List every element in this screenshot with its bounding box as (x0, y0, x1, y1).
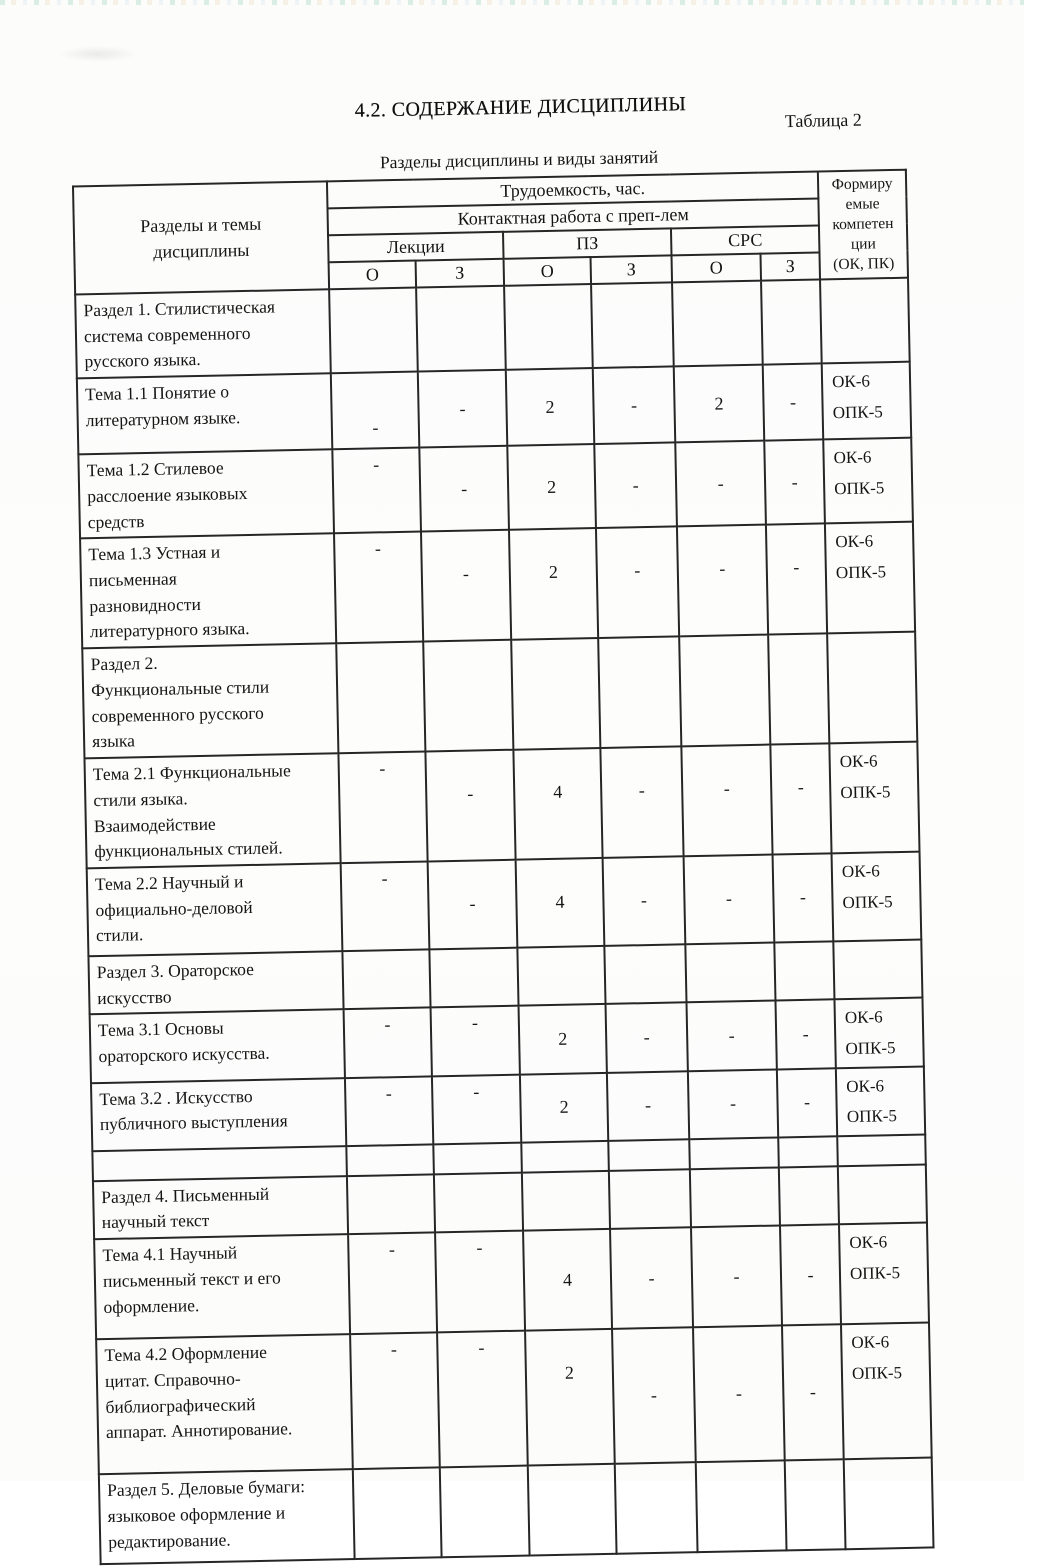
cell-lectures-o (347, 1174, 435, 1234)
row-title: Тема 4.1 Научный письменный текст и его оформление. (94, 1234, 350, 1339)
cell-srs-o: - (675, 441, 766, 527)
cell-srs-z (761, 279, 822, 364)
cell-srs-o: - (687, 1001, 777, 1071)
cell-lectures-z: - (421, 530, 511, 642)
table-label: Таблица 2 (784, 109, 863, 132)
cell-srs-z (785, 1459, 846, 1550)
cell-pz-z: - (612, 1327, 696, 1464)
header-workload: Трудоемкость, час. (327, 171, 818, 208)
section-row (82, 632, 917, 759)
cell-pz-z: - (606, 1003, 688, 1073)
cell-lectures-z (423, 640, 513, 752)
cell-srs-o: - (688, 1069, 778, 1139)
cell-pz-z: - (594, 443, 677, 529)
cell-lectures-o: - (334, 532, 423, 644)
cell-lectures-o: - (332, 448, 421, 534)
cell-pz-o: 2 (507, 444, 596, 530)
cell-pz-z: - (607, 1071, 689, 1141)
cell-lectures-z: - (425, 750, 515, 862)
cell-lectures-o: - (338, 752, 427, 864)
section-row (99, 1458, 934, 1565)
table-caption: Разделы дисциплины и виды занятий (379, 146, 659, 173)
header-pz: ПЗ (503, 228, 672, 258)
cell-srs-o (685, 942, 775, 1002)
row-title: Раздел 1. Стилистическая система современного русского языка. (75, 289, 331, 378)
cell-srs-z: - (775, 1000, 835, 1069)
topic-row (87, 852, 922, 957)
row-title: Тема 1.2 Стилевое расслоение языковых средств (78, 449, 334, 538)
cell-srs-o: - (691, 1226, 782, 1328)
cell-pz-o: 4 (523, 1229, 612, 1331)
header-sub-z-srs: З (760, 252, 820, 280)
page-title: 4.2. СОДЕРЖАНИЕ ДИСЦИПЛИНЫ (354, 93, 687, 122)
cell-competences: ОК-6 ОПК-5 (839, 1223, 929, 1325)
cell-srs-z (779, 1166, 839, 1226)
cell-lectures-z (440, 1466, 530, 1558)
cell-srs-o (689, 1137, 779, 1169)
cell-lectures-z: - (428, 860, 518, 950)
header-sections-col: Разделы и темы дисциплины (73, 181, 329, 294)
topic-row (94, 1223, 929, 1340)
cell-pz-z (608, 1139, 690, 1171)
cell-srs-o (696, 1461, 787, 1553)
row-title: Тема 1.1 Понятие о литературном языке. (77, 373, 332, 454)
cell-competences: ОК-6 ОПК-5 (829, 742, 919, 854)
cell-competences (833, 940, 922, 1000)
header-sub-z-pz: З (591, 255, 673, 284)
cell-competences (838, 1164, 927, 1224)
header-sub-o-lectures: О (329, 261, 417, 290)
row-title: Тема 3.2 . Искусство публичного выступления (91, 1078, 346, 1151)
cell-lectures-z (429, 948, 518, 1008)
cell-lectures-o: - (350, 1333, 440, 1470)
cell-pz-z (609, 1169, 691, 1229)
cell-pz-o: 2 (509, 528, 598, 640)
cell-competences (827, 632, 917, 744)
cell-lectures-z: - (418, 370, 508, 448)
cell-competences: ОК-6 ОПК-5 (825, 522, 915, 634)
cell-lectures-z: - (437, 1331, 528, 1468)
header-sub-o-srs: О (672, 254, 762, 283)
topic-row (96, 1323, 932, 1475)
cell-lectures-z: - (432, 1074, 521, 1144)
cell-lectures-o (346, 1144, 434, 1176)
row-title: Тема 1.3 Устная и письменная разновидности литературного языка. (80, 534, 336, 649)
cell-lectures-o (342, 949, 430, 1009)
cell-pz-o: 4 (516, 858, 605, 948)
cell-srs-z (774, 941, 834, 1001)
cell-pz-z (604, 944, 686, 1004)
cell-lectures-o (336, 642, 425, 754)
cell-lectures-z: - (431, 1006, 520, 1076)
cell-pz-o (528, 1464, 617, 1556)
cell-srs-o: - (693, 1326, 785, 1463)
header-lectures: Лекции (328, 232, 504, 263)
cell-pz-z (598, 637, 681, 748)
cell-pz-z: - (603, 856, 686, 946)
header-competences: Формиру емые компетен ции (ОК, ПК) (818, 170, 908, 280)
cell-lectures-o: - (331, 372, 420, 450)
row-title: Тема 2.1 Функциональные стили языка. Взаимодействие функциональных стилей. (84, 753, 340, 868)
cell-competences: ОК-6 ОПК-5 (835, 998, 924, 1068)
cell-pz-z (615, 1462, 698, 1554)
cell-lectures-o: - (341, 861, 430, 951)
cell-lectures-o: - (344, 1008, 432, 1078)
cell-competences: ОК-6 ОПК-5 (836, 1066, 925, 1136)
cell-srs-o: 2 (674, 365, 765, 443)
cell-srs-o: - (681, 745, 772, 857)
topic-row (84, 742, 919, 869)
cell-srs-o: - (684, 854, 775, 944)
cell-pz-o: 2 (520, 1072, 608, 1142)
header-sub-z-lectures: З (416, 259, 505, 288)
cell-pz-o (521, 1141, 609, 1173)
cell-pz-o: 2 (519, 1004, 607, 1074)
row-title: Раздел 3. Ораторское искусство (88, 951, 343, 1015)
cell-lectures-o (329, 288, 418, 374)
cell-pz-o: 2 (525, 1329, 615, 1466)
cell-srs-o (679, 635, 770, 747)
cell-lectures-o (353, 1468, 442, 1560)
row-title: Тема 2.2 Научный и официально-деловой стили. (87, 863, 343, 956)
cell-srs-z: - (782, 1324, 844, 1460)
cell-competences: ОК-6 ОПК-5 (841, 1323, 932, 1460)
cell-competences: ОК-6 ОПК-5 (822, 362, 912, 440)
cell-competences (844, 1458, 934, 1550)
header-srs: СРС (671, 225, 820, 255)
cell-lectures-z (416, 286, 506, 372)
header-contact-work: Контактная работа с преп-лем (327, 198, 818, 235)
cell-competences: ОК-6 ОПК-5 (823, 438, 913, 524)
row-title: Раздел 2. Функциональные стили современного русского языка (82, 643, 338, 758)
cell-pz-o (522, 1171, 610, 1231)
cell-lectures-z (434, 1172, 523, 1232)
cell-srs-z: - (766, 524, 827, 635)
cell-srs-z (768, 634, 829, 745)
cell-srs-z: - (773, 853, 834, 942)
discipline-table (72, 169, 935, 1566)
cell-competences (837, 1134, 926, 1166)
header-sub-o-pz: О (504, 257, 592, 286)
cell-srs-z: - (777, 1068, 837, 1137)
cell-srs-z: - (780, 1224, 841, 1325)
row-title: Раздел 5. Деловые бумаги: языковое оформление и редактирование. (99, 1469, 355, 1564)
cell-srs-o: - (677, 525, 768, 637)
row-title: Раздел 4. Письменный научный текст (93, 1176, 348, 1240)
row-title: Тема 4.2 Оформление цитат. Справочно- библиографический аппарат. Аннотирование. (96, 1334, 353, 1474)
cell-pz-o (504, 284, 593, 370)
cell-pz-z: - (610, 1227, 693, 1329)
cell-lectures-z (433, 1142, 522, 1174)
cell-lectures-o: - (345, 1076, 433, 1146)
cell-pz-o (511, 638, 600, 750)
cell-pz-z: - (596, 527, 679, 638)
cell-pz-z (591, 282, 674, 368)
cell-pz-z: - (593, 367, 676, 445)
cell-pz-z: - (600, 746, 683, 857)
cell-lectures-z: - (435, 1231, 525, 1333)
cell-lectures-z: - (419, 446, 509, 532)
cell-srs-z: - (770, 743, 831, 854)
cell-pz-o (517, 946, 605, 1006)
cell-srs-z: - (764, 440, 825, 525)
cell-srs-o (690, 1167, 780, 1227)
row-title: Тема 3.1 Основы ораторского искусства. (90, 1010, 345, 1083)
cell-srs-o (672, 281, 763, 367)
cell-pz-o: 2 (506, 368, 595, 446)
cell-pz-o: 4 (513, 748, 602, 860)
cell-lectures-o: - (348, 1233, 437, 1335)
topic-row (80, 522, 915, 649)
cell-competences: ОК-6 ОПК-5 (832, 852, 922, 942)
cell-competences (820, 278, 910, 364)
cell-srs-z: - (763, 364, 824, 441)
cell-srs-z (778, 1136, 838, 1167)
